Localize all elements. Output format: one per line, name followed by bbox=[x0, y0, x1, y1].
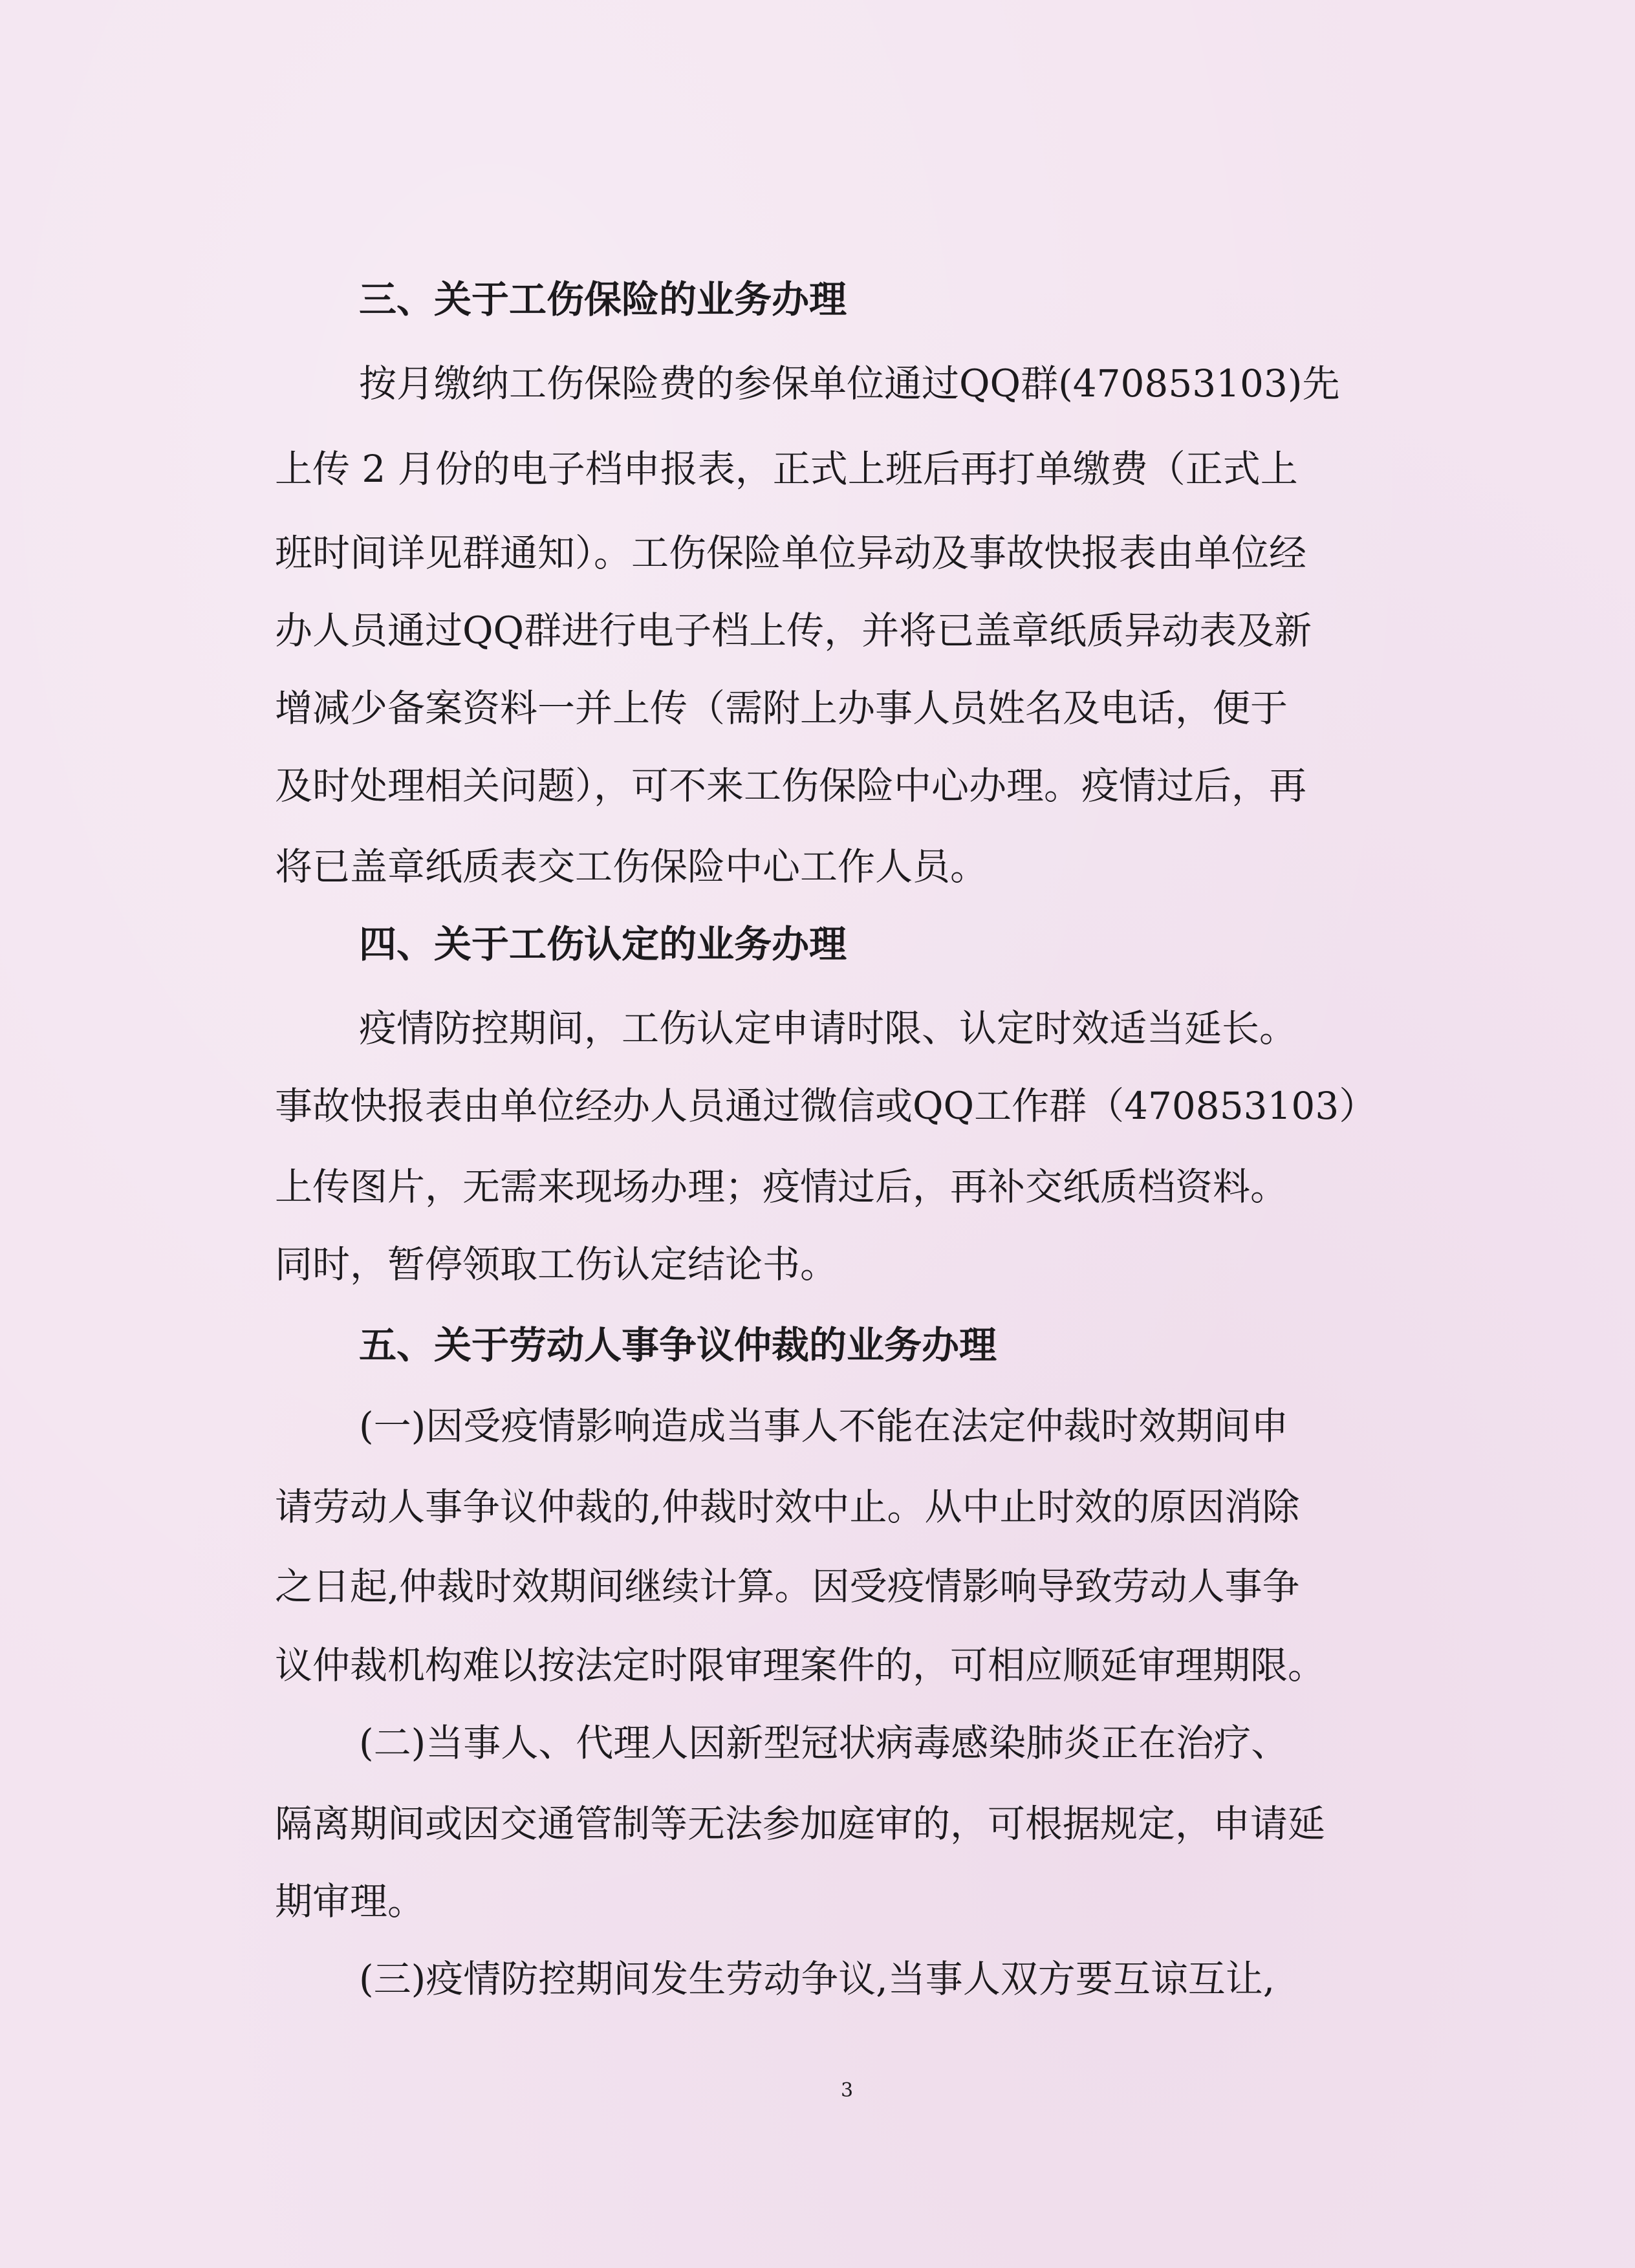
paragraph-line: 之日起,仲裁时效期间继续计算。因受疫情影响导致劳动人事争 bbox=[275, 1564, 1300, 1608]
section-heading-work-injury-recognition: 四、关于工伤认定的业务办理 bbox=[359, 922, 847, 966]
paragraph-line: 请劳动人事争议仲裁的,仲裁时效中止。从中止时效的原因消除 bbox=[275, 1485, 1300, 1529]
paragraph-line: (二)当事人、代理人因新型冠状病毒感染肺炎正在治疗、 bbox=[359, 1721, 1289, 1765]
paragraph-line: 及时处理相关问题），可不来工伤保险中心办理。疫情过后，再 bbox=[275, 764, 1307, 808]
section-heading-work-injury-insurance: 三、关于工伤保险的业务办理 bbox=[359, 277, 847, 321]
paragraph-line: 隔离期间或因交通管制等无法参加庭审的，可根据规定，申请延 bbox=[275, 1802, 1326, 1846]
paragraph-line: 疫情防控期间，工伤认定申请时限、认定时效适当延长。 bbox=[359, 1006, 1297, 1050]
paragraph-line: 增减少备案资料一并上传（需附上办事人员姓名及电话，便于 bbox=[275, 686, 1288, 730]
paragraph-line: 按月缴纳工伤保险费的参保单位通过QQ群(470853103)先 bbox=[359, 362, 1340, 405]
paragraph-line: 班时间详见群通知）。工伤保险单位异动及事故快报表由单位经 bbox=[275, 531, 1307, 575]
paragraph-line: 期审理。 bbox=[275, 1879, 426, 1923]
paragraph-line: (三)疫情防控期间发生劳动争议,当事人双方要互谅互让, bbox=[359, 1957, 1275, 2001]
paragraph-line: 事故快报表由单位经办人员通过微信或QQ工作群（470853103） bbox=[275, 1084, 1377, 1128]
section-heading-labor-dispute-arbitration: 五、关于劳动人事争议仲裁的业务办理 bbox=[359, 1323, 997, 1367]
paragraph-line: 议仲裁机构难以按法定时限审理案件的，可相应顺延审理期限。 bbox=[275, 1643, 1326, 1687]
paragraph-line: (一)因受疫情影响造成当事人不能在法定仲裁时效期间申 bbox=[359, 1404, 1289, 1448]
page-number: 3 bbox=[841, 2079, 854, 2102]
paragraph-line: 上传图片，无需来现场办理；疫情过后，再补交纸质档资料。 bbox=[275, 1165, 1288, 1209]
paragraph-line: 办人员通过QQ群进行电子档上传，并将已盖章纸质异动表及新 bbox=[275, 609, 1312, 653]
paragraph-line: 将已盖章纸质表交工伤保险中心工作人员。 bbox=[275, 845, 988, 889]
paragraph-line: 同时，暂停领取工伤认定结论书。 bbox=[275, 1242, 838, 1286]
paragraph-line: 上传 2 月份的电子档申报表，正式上班后再打单缴费（正式上 bbox=[275, 447, 1298, 491]
